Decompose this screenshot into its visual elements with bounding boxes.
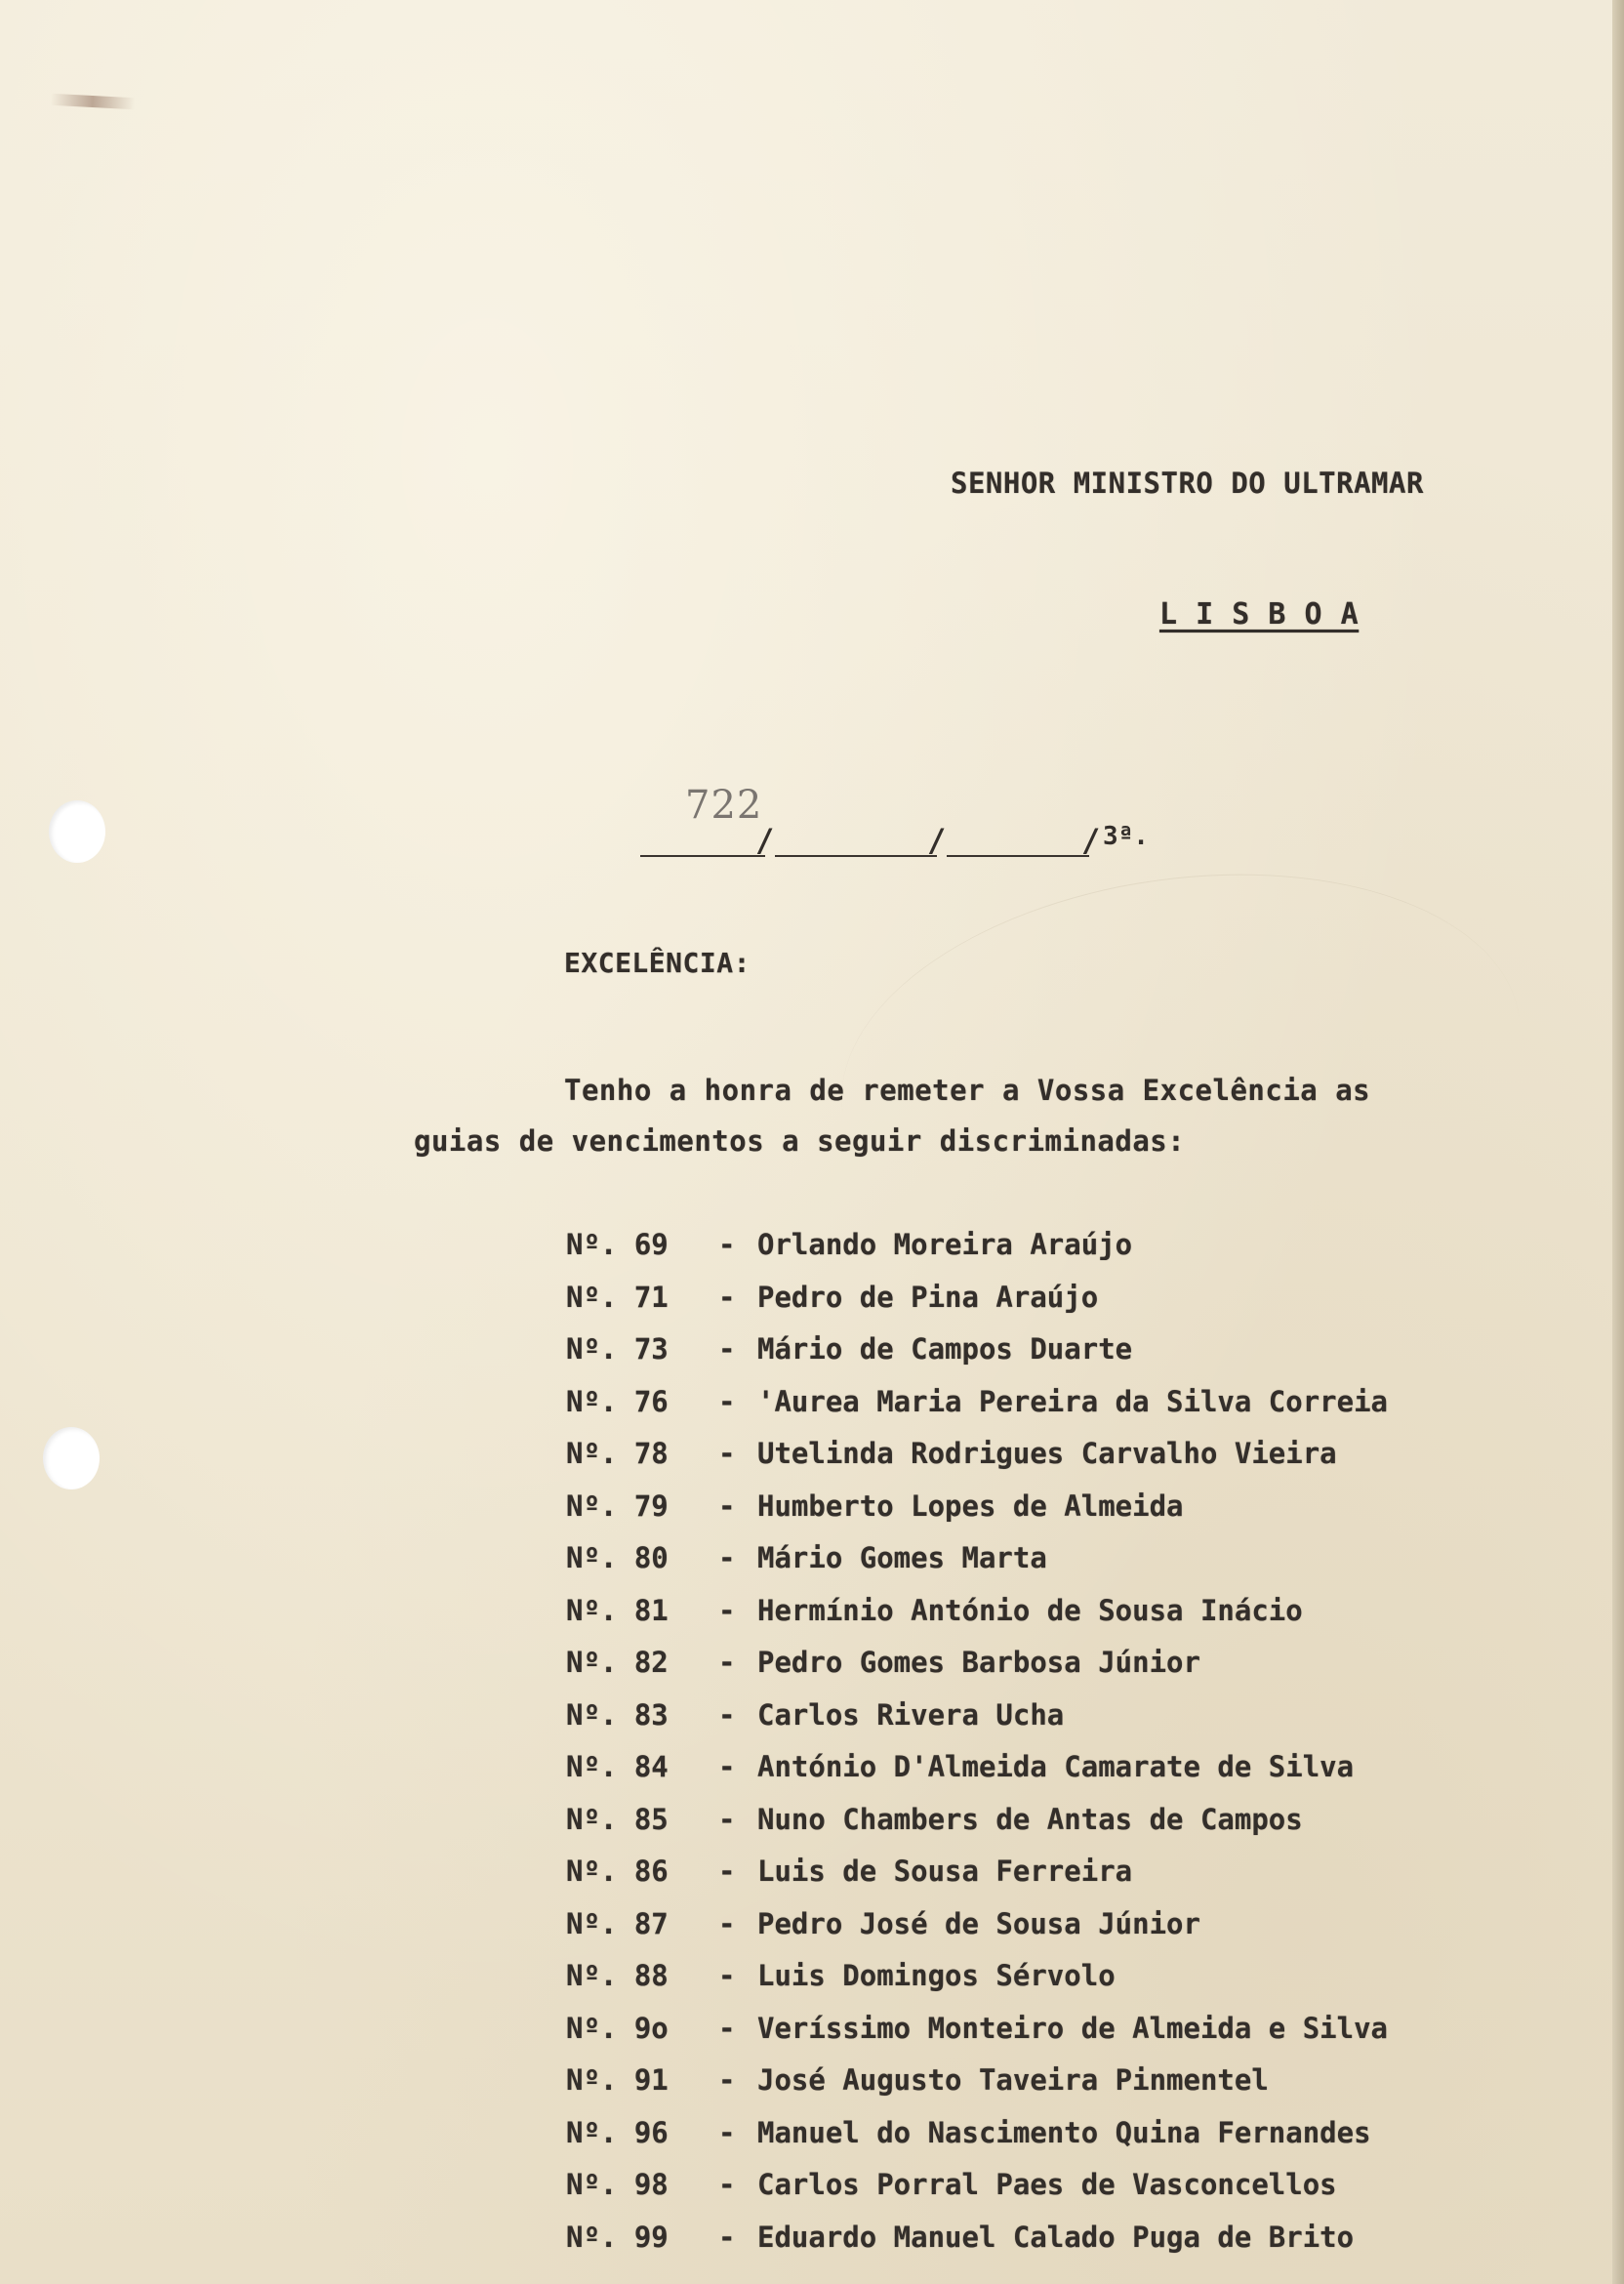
- entry-number: Nº. 69: [566, 1228, 669, 1261]
- entry-name: Veríssimo Monteiro de Almeida e Silva: [757, 2011, 1389, 2045]
- city-line: L I S B O A: [1159, 597, 1360, 632]
- paper-crease: [817, 833, 1545, 1296]
- entry-dash: -: [718, 2168, 736, 2201]
- entry-name: Nuno Chambers de Antas de Campos: [757, 1802, 1303, 1836]
- list-item: [566, 2116, 1581, 2169]
- entry-list: [566, 1228, 1581, 2272]
- entry-name: Eduardo Manuel Calado Puga de Brito: [757, 2220, 1355, 2254]
- reference-slash-2: /: [927, 822, 947, 859]
- entry-number: Nº. 96: [566, 2115, 669, 2149]
- entry-dash: -: [718, 1593, 736, 1627]
- page-edge: [1612, 0, 1624, 2284]
- entry-dash: -: [718, 2115, 736, 2149]
- list-item: [566, 1489, 1581, 1542]
- entry-number: Nº. 9o: [566, 2011, 669, 2045]
- entry-dash: -: [718, 2220, 736, 2254]
- entry-number: Nº. 85: [566, 1802, 669, 1836]
- salutation: EXCELÊNCIA:: [564, 947, 751, 979]
- punch-hole-bottom: [43, 1427, 100, 1489]
- entry-dash: -: [718, 1959, 736, 1992]
- entry-number: Nº. 98: [566, 2168, 669, 2201]
- entry-name: Pedro de Pina Araújo: [757, 1280, 1099, 1314]
- list-item: [566, 1855, 1581, 1907]
- entry-dash: -: [718, 1541, 736, 1574]
- list-item: [566, 2012, 1581, 2064]
- entry-dash: -: [718, 1280, 736, 1314]
- entry-name: Manuel do Nascimento Quina Fernandes: [757, 2115, 1371, 2149]
- entry-dash: -: [718, 2011, 736, 2045]
- entry-name: José Augusto Taveira Pinmentel: [757, 2063, 1269, 2097]
- entry-name: Carlos Rivera Ucha: [757, 1697, 1065, 1732]
- addressee-line: SENHOR MINISTRO DO ULTRAMAR: [951, 467, 1424, 500]
- list-item: [566, 1541, 1581, 1594]
- reference-slash-3: /: [1081, 822, 1101, 859]
- entry-name: 'Aurea Maria Pereira da Silva Correia: [757, 1384, 1389, 1418]
- entry-number: Nº. 82: [566, 1646, 669, 1679]
- list-item: [566, 1907, 1581, 1960]
- entry-number: Nº. 84: [566, 1750, 669, 1783]
- entry-number: Nº. 86: [566, 1855, 669, 1888]
- entry-name: Mário de Campos Duarte: [757, 1332, 1133, 1366]
- entry-dash: -: [718, 1802, 736, 1836]
- list-item: [566, 1750, 1581, 1803]
- paragraph-line-1: Tenho a honra de remeter a Vossa Excelência as: [564, 1074, 1371, 1107]
- list-item: [566, 1281, 1581, 1333]
- entry-number: Nº. 71: [566, 1280, 669, 1314]
- reference-slash-1: /: [755, 822, 775, 859]
- list-item: [566, 2063, 1581, 2116]
- list-item: [566, 1385, 1581, 1438]
- entry-dash: -: [718, 1332, 736, 1366]
- entry-dash: -: [718, 1855, 736, 1888]
- entry-name: Luis de Sousa Ferreira: [757, 1855, 1133, 1888]
- entry-name: Luis Domingos Sérvolo: [757, 1959, 1116, 1992]
- entry-number: Nº. 81: [566, 1593, 669, 1627]
- ink-smudge: [51, 94, 136, 109]
- list-item: [566, 1228, 1581, 1281]
- entry-dash: -: [718, 1437, 736, 1470]
- entry-number: Nº. 80: [566, 1541, 669, 1574]
- entry-name: Pedro José de Sousa Júnior: [757, 1906, 1200, 1940]
- entry-dash: -: [718, 1646, 736, 1679]
- reference-number: 722: [685, 783, 763, 828]
- entry-name: Utelinda Rodrigues Carvalho Vieira: [757, 1437, 1337, 1470]
- list-item: [566, 1646, 1581, 1698]
- entry-name: Mário Gomes Marta: [757, 1541, 1047, 1574]
- entry-number: Nº. 78: [566, 1437, 669, 1470]
- entry-number: Nº. 88: [566, 1959, 669, 1992]
- entry-number: Nº. 83: [566, 1697, 669, 1732]
- entry-dash: -: [718, 1697, 736, 1732]
- list-item: [566, 2221, 1581, 2273]
- list-item: [566, 1594, 1581, 1647]
- list-item: [566, 1803, 1581, 1856]
- entry-name: Carlos Porral Paes de Vasconcellos: [757, 2168, 1337, 2201]
- list-item: [566, 1959, 1581, 2012]
- entry-dash: -: [718, 1750, 736, 1783]
- reference-suffix: 3ª.: [1103, 822, 1149, 851]
- entry-number: Nº. 91: [566, 2063, 669, 2097]
- entry-number: Nº. 87: [566, 1906, 669, 1940]
- punch-hole-top: [49, 800, 105, 863]
- paragraph-line-2: guias de vencimentos a seguir discriminadas:: [414, 1124, 1186, 1158]
- list-item: [566, 2168, 1581, 2221]
- reference-blank-1: [640, 818, 765, 857]
- list-item: [566, 1437, 1581, 1489]
- entry-number: Nº. 99: [566, 2220, 669, 2254]
- entry-dash: -: [718, 1228, 736, 1261]
- list-item: [566, 1332, 1581, 1385]
- reference-blank-3: [947, 818, 1089, 857]
- entry-number: Nº. 76: [566, 1384, 669, 1418]
- entry-name: Humberto Lopes de Almeida: [757, 1489, 1184, 1523]
- entry-dash: -: [718, 1384, 736, 1418]
- entry-name: Hermínio António de Sousa Inácio: [757, 1593, 1303, 1627]
- entry-name: Pedro Gomes Barbosa Júnior: [757, 1646, 1200, 1679]
- entry-name: Orlando Moreira Araújo: [757, 1228, 1133, 1261]
- entry-dash: -: [718, 2063, 736, 2097]
- entry-number: Nº. 73: [566, 1332, 669, 1366]
- reference-blank-2: [775, 818, 937, 857]
- entry-number: Nº. 79: [566, 1489, 669, 1523]
- list-item: [566, 1698, 1581, 1751]
- entry-name: António D'Almeida Camarate de Silva: [757, 1750, 1355, 1783]
- entry-dash: -: [718, 1906, 736, 1940]
- entry-dash: -: [718, 1489, 736, 1523]
